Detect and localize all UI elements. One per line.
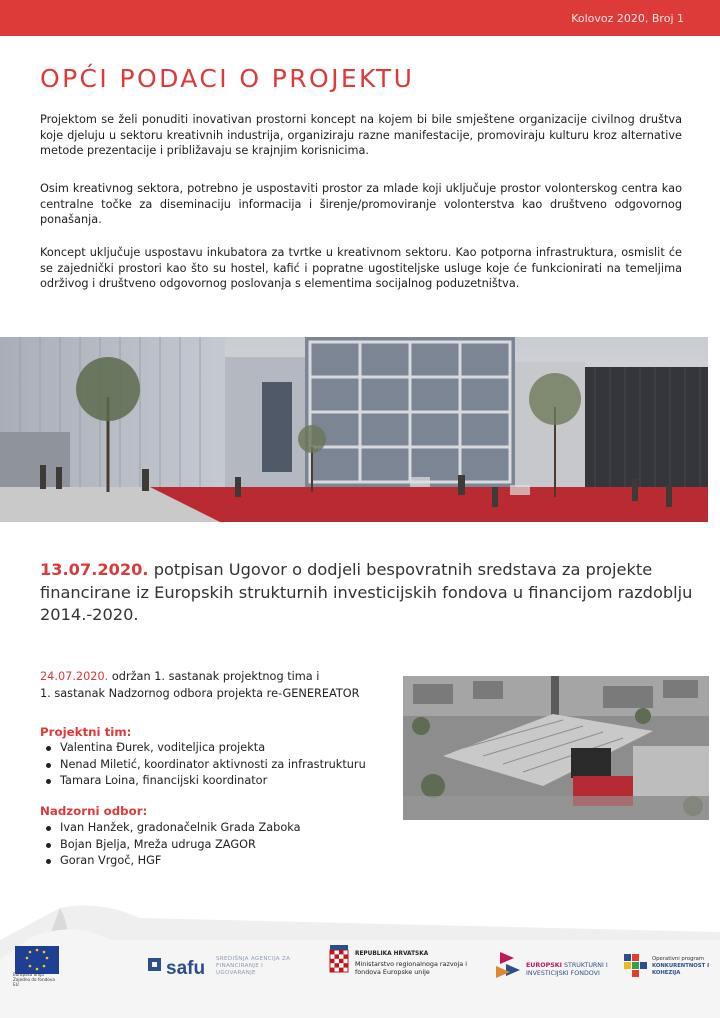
contract-announcement xyxy=(40,559,700,627)
list-item: Ivan Hanžek, gradonačelnik Grada Zaboka xyxy=(46,820,396,837)
list-item: Nenad Miletić, koordinator aktivnosti za infrastrukturu xyxy=(46,757,396,774)
header-bar xyxy=(0,0,720,36)
aerial-photo xyxy=(403,676,709,820)
list-item: Bojan Bjelja, Mreža udruga ZAGOR xyxy=(46,837,396,854)
board-list xyxy=(46,820,396,870)
eu-caption: Europska unija Zajedno do fondova EU xyxy=(13,972,55,987)
team-heading: Projektni tim: xyxy=(40,725,132,739)
volunteer-paragraph: Osim kreativnog sektora, potrebno je uspostaviti prostor za mlade koji uključuje prostor volonterskog centra kao centralne točke za diseminaciju informacija i širenje/promoviranje volonterstva kao društveno odgovornog ponašanja. xyxy=(40,182,682,226)
board-heading: Nadzorni odbor: xyxy=(40,804,148,818)
meeting-note xyxy=(40,668,400,702)
project-rendering-image xyxy=(0,337,708,522)
opkk-line2: KONKURENTNOST I KOHEZIJA xyxy=(652,963,710,976)
incubator-paragraph: Koncept uključuje uspostavu inkubatora za tvrtke u kreativnom sektoru. Kao potporna infrastruktura, osmislit će se zajednički prostori kao što su hostel, kafić i popratne ugostiteljske usluge koje će funkcionirati na temeljima održivog i društveno odgovornog poslovanja s elementima socijalnog poduzetništva. xyxy=(40,246,682,290)
esif-label xyxy=(526,962,616,978)
esif-rest: STRUKTURNI I INVESTICIJSKI FONDOVI xyxy=(526,962,608,977)
safu-logo-text: safu xyxy=(166,958,206,979)
issue-label: Kolovoz 2020, Broj 1 xyxy=(571,12,684,25)
esif-bold: EUROPSKI xyxy=(526,962,562,969)
announcement-text: potpisan Ugovor o dodjeli bespovratnih sredstava za projekte financirane iz Europskih strukturnih investicijskih fondova u financijom razdoblju 2014.-2020. xyxy=(40,560,693,624)
meeting-line2: 1. sastanak Nadzornog odbora projekta re-GENEREATOR xyxy=(40,687,360,700)
ministry-name: Ministarstvo regionalnoga razvoja i fondova Europske unije xyxy=(355,960,468,976)
list-item: Tamara Loina, financijski koordinator xyxy=(46,773,396,790)
meeting-text: održan 1. sastanak projektnog tima i xyxy=(108,670,320,683)
opkk-line1: Operativni program xyxy=(652,956,705,962)
footer-logo-strip xyxy=(0,900,720,1018)
ministry-country: REPUBLIKA HRVATSKA xyxy=(355,951,429,957)
team-list xyxy=(46,740,396,790)
list-item: Valentina Đurek, voditeljica projekta xyxy=(46,740,396,757)
list-item: Goran Vrgoč, HGF xyxy=(46,853,396,870)
meeting-date: 24.07.2020. xyxy=(40,670,109,683)
announcement-date: 13.07.2020. xyxy=(40,560,149,579)
safu-subtitle: SREDIŠNJA AGENCIJA ZA FINANCIRANJE I UGOVARANJE xyxy=(216,956,291,976)
intro-paragraph: Projektom se želi ponuditi inovativan prostorni koncept na kojem bi bile smještene organizacije civilnog društva koje djeluju u sektoru kreativnih industrija, organiziraju razne manifestacije, promoviraju kulturu kroz alternative metode prezentacije i približavaju se krajnjim korisnicima. xyxy=(40,113,682,157)
page-title: OPĆI PODACI O PROJEKTU xyxy=(40,64,415,93)
opkk-label xyxy=(652,956,718,977)
